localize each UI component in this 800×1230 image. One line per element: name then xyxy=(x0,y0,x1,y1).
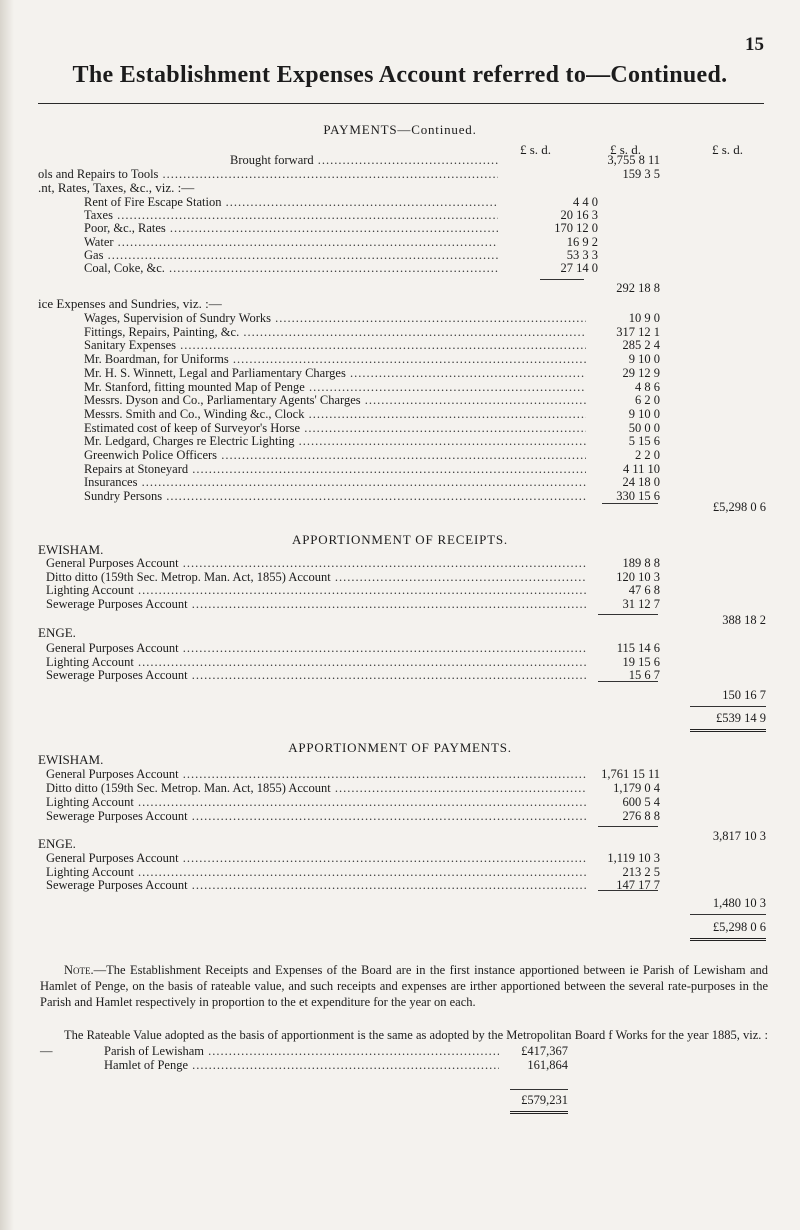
office-item-row xyxy=(0,366,800,380)
rateable-value-row xyxy=(0,1058,800,1072)
office-item-row xyxy=(0,352,800,366)
title-rule xyxy=(38,103,764,104)
receipts-penge-item-label: Lighting Account ..... xyxy=(46,655,586,669)
rateable-value-amount: 161,864 xyxy=(527,1058,568,1072)
office-item-row xyxy=(0,380,800,394)
office-item-label: Mr. Stanford, fitting mounted Map of Penge ..... xyxy=(84,380,586,394)
rent-item-row xyxy=(0,248,800,262)
office-item-amount: 6 2 0 xyxy=(635,393,660,408)
receipts-penge-item-amount: 15 6 7 xyxy=(628,668,660,682)
payments-penge-item-label: Lighting Account ..... xyxy=(46,865,586,879)
office-item-row xyxy=(0,338,800,352)
office-item-label: Messrs. Smith and Co., Winding &c., Clock ..... xyxy=(84,407,586,421)
rent-item-label: Rent of Fire Escape Station ..... xyxy=(84,195,498,209)
note-total: £579,231 xyxy=(521,1093,568,1107)
office-item-label: Mr. Ledgard, Charges re Electric Lighting ..... xyxy=(84,434,586,448)
payments-penge-item-amount: 1,119 10 3 xyxy=(607,851,660,865)
office-item-label: Fittings, Repairs, Painting, &c. ..... xyxy=(84,325,586,339)
note-double-rule xyxy=(510,1111,568,1114)
payments-penge-total: 1,480 10 3 xyxy=(712,896,766,910)
receipts-lewisham-item-row xyxy=(0,583,800,597)
receipts-heading: APPORTIONMENT OF RECEIPTS. xyxy=(292,532,508,547)
office-item-label: Mr. Boardman, for Uniforms ..... xyxy=(84,352,586,366)
office-item-row xyxy=(0,421,800,435)
rent-item-label: Taxes ..... xyxy=(84,208,498,222)
office-heading: ice Expenses and Sundries, viz. :— xyxy=(38,296,222,311)
office-item-row xyxy=(0,325,800,339)
rent-item-row xyxy=(0,208,800,222)
note-paragraph-1 xyxy=(40,962,768,1010)
rent-item-label: Poor, &c., Rates ..... xyxy=(84,221,498,235)
office-item-amount: 330 15 6 xyxy=(616,489,660,504)
payments-lewisham-heading: EWISHAM. xyxy=(38,752,104,767)
office-item-amount: 50 0 0 xyxy=(628,420,660,435)
office-item-label: Repairs at Stoneyard ..... xyxy=(84,462,586,476)
receipts-lewisham-item-label: Sewerage Purposes Account ..... xyxy=(46,597,586,611)
brought-forward-row xyxy=(0,153,800,167)
payments-lewisham-item-row xyxy=(0,767,800,781)
payments-lewisham-item-label: Sewerage Purposes Account ..... xyxy=(46,809,586,823)
payments-penge-item-amount: 147 17 7 xyxy=(616,878,660,892)
office-item-amount: 4 8 6 xyxy=(635,379,660,394)
rent-item-row xyxy=(0,235,800,249)
payments-double-rule xyxy=(690,938,766,941)
receipts-penge-item-amount: 115 14 6 xyxy=(616,641,660,655)
brought-forward-label: Brought forward ..... xyxy=(230,153,498,167)
payments-penge-item-label: General Purposes Account ..... xyxy=(46,851,586,865)
note-label: Note. xyxy=(64,963,94,977)
payments-lewisham-item-amount: 600 5 4 xyxy=(622,795,660,809)
office-item-row xyxy=(0,475,800,489)
office-item-label: Greenwich Police Officers ..... xyxy=(84,448,586,462)
office-item-amount: 10 9 0 xyxy=(628,311,660,325)
payments-lewisham-item-row xyxy=(0,795,800,809)
office-item-amount: 5 15 6 xyxy=(628,434,660,449)
office-item-amount: 317 12 1 xyxy=(616,324,660,339)
rent-item-row xyxy=(0,221,800,235)
payments-lewisham-item-row xyxy=(0,781,800,795)
office-item-amount: 29 12 9 xyxy=(622,365,660,380)
office-item-amount: 24 18 0 xyxy=(622,475,660,490)
note-total-rule xyxy=(510,1089,568,1090)
office-subtotal-rule xyxy=(602,503,658,504)
office-item-amount: 9 10 0 xyxy=(628,406,660,421)
payments-lewisham-item-label: General Purposes Account ..... xyxy=(46,767,586,781)
page-title: The Establishment Expenses Account referred to—Continued. xyxy=(72,62,728,88)
payments-penge-item-label: Sewerage Purposes Account ..... xyxy=(46,878,586,892)
payments-grand-total: £5,298 0 6 xyxy=(712,500,766,514)
receipts-lewisham-item-amount: 120 10 3 xyxy=(616,569,660,584)
payments-penge-item-row xyxy=(0,878,800,892)
office-item-label: Estimated cost of keep of Surveyor's Horse ..... xyxy=(84,421,586,435)
office-item-label: Mr. H. S. Winnett, Legal and Parliamentary Charges ..... xyxy=(84,366,586,380)
payments-penge-heading: ENGE. xyxy=(38,836,76,851)
col-head-2: £ s. d. xyxy=(610,142,642,157)
rent-total: 292 18 8 xyxy=(616,281,660,295)
rent-heading: .nt, Rates, Taxes, &c., viz. :— xyxy=(38,180,195,195)
receipts-lewisham-item-amount: 31 12 7 xyxy=(622,596,660,611)
apportionment-payments-grand-total: £5,298 0 6 xyxy=(712,920,766,934)
col-head-3: £ s. d. xyxy=(712,142,744,157)
rent-item-label: Gas ..... xyxy=(84,248,498,262)
tools-label: ols and Repairs to Tools ..... xyxy=(38,167,498,181)
receipts-total-rule xyxy=(690,706,766,707)
receipts-penge-item-row xyxy=(0,655,800,669)
payments-lewisham-total: 3,817 10 3 xyxy=(712,829,766,843)
office-item-label: Wages, Supervision of Sundry Works ..... xyxy=(84,311,586,325)
receipts-grand-total: £539 14 9 xyxy=(716,711,766,725)
office-item-amount: 9 10 0 xyxy=(628,352,660,367)
receipts-penge-item-row xyxy=(0,668,800,682)
receipts-lewisham-item-amount: 47 6 8 xyxy=(628,583,660,597)
tools-amount: 159 3 5 xyxy=(622,167,660,181)
office-item-row xyxy=(0,407,800,421)
payments-lewisham-item-amount: 276 8 8 xyxy=(622,809,660,823)
office-item-label: Messrs. Dyson and Co., Parliamentary Agents' Charges ..... xyxy=(84,393,586,407)
receipts-lewisham-heading: EWISHAM. xyxy=(38,542,104,557)
note-text-1: —The Establishment Receipts and Expenses of the Board are in the first instance apportioned between ie Parish of Lewisham and Hamlet of Penge, on the basis of rateable value, and such receipts and expenses are irther apportioned between the several rate-purposes in the Parish and Hamlet respectively in proportion to the et expenditure for the year on each. xyxy=(40,963,768,1009)
receipts-penge-item-label: Sewerage Purposes Account ..... xyxy=(46,668,586,682)
payments-penge-rule xyxy=(598,890,658,891)
receipts-lewisham-rule xyxy=(598,614,658,615)
receipts-penge-item-amount: 19 15 6 xyxy=(622,654,660,669)
office-item-row xyxy=(0,393,800,407)
payments-lewisham-item-row xyxy=(0,809,800,823)
receipts-penge-total: 150 16 7 xyxy=(722,688,766,702)
office-item-label: Insurances ..... xyxy=(84,475,586,489)
rent-item-row xyxy=(0,195,800,209)
rent-item-amount: 27 14 0 xyxy=(560,261,598,275)
office-item-label: Sanitary Expenses ..... xyxy=(84,338,586,352)
office-item-row xyxy=(0,311,800,325)
receipts-lewisham-total: 388 18 2 xyxy=(722,613,766,627)
rent-subtotal-rule xyxy=(540,279,584,280)
payments-heading: PAYMENTS—Continued. xyxy=(323,122,477,137)
payments-penge-item-row xyxy=(0,851,800,865)
office-item-amount: 4 11 10 xyxy=(622,461,660,476)
apportionment-payments-heading: APPORTIONMENT OF PAYMENTS. xyxy=(288,740,512,755)
rent-item-amount: 53 3 3 xyxy=(566,247,598,262)
receipts-lewisham-item-row xyxy=(0,597,800,611)
payments-penge-item-amount: 213 2 5 xyxy=(622,864,660,879)
receipts-penge-item-label: General Purposes Account ..... xyxy=(46,641,586,655)
rent-item-label: Coal, Coke, &c. ..... xyxy=(84,261,498,275)
office-item-row xyxy=(0,462,800,476)
office-item-amount: 285 2 4 xyxy=(622,338,660,353)
tools-row xyxy=(0,167,800,181)
receipts-lewisham-item-amount: 189 8 8 xyxy=(622,556,660,570)
receipts-lewisham-item-label: Ditto ditto (159th Sec. Metrop. Man. Act, 1855) Account ..... xyxy=(46,570,586,584)
rent-item-amount: 16 9 2 xyxy=(566,234,598,249)
rent-item-amount: 170 12 0 xyxy=(554,221,598,236)
receipts-penge-item-row xyxy=(0,641,800,655)
receipts-penge-heading: ENGE. xyxy=(38,625,76,640)
office-item-row xyxy=(0,448,800,462)
rateable-value-row xyxy=(0,1044,800,1058)
rateable-value-label: Parish of Lewisham ..... xyxy=(104,1044,499,1058)
receipts-penge-rule xyxy=(598,681,658,682)
office-item-row xyxy=(0,434,800,448)
payments-lewisham-item-amount: 1,179 0 4 xyxy=(613,781,660,795)
receipts-lewisham-item-row xyxy=(0,556,800,570)
col-head-1: £ s. d. xyxy=(520,142,552,157)
receipts-lewisham-item-label: General Purposes Account ..... xyxy=(46,556,586,570)
receipts-lewisham-item-row xyxy=(0,570,800,584)
payments-lewisham-item-label: Lighting Account ..... xyxy=(46,795,586,809)
note-paragraph-2: The Rateable Value adopted as the basis of apportionment is the same as adopted by the Metropolitan Board f Works for the year 1885, viz. :— xyxy=(40,1028,768,1058)
payments-lewisham-item-amount: 1,761 15 11 xyxy=(601,767,660,781)
payments-lewisham-item-label: Ditto ditto (159th Sec. Metrop. Man. Act, 1855) Account ..... xyxy=(46,781,586,795)
page-number: 15 xyxy=(745,34,764,55)
receipts-lewisham-item-label: Lighting Account ..... xyxy=(46,583,586,597)
payments-total-rule xyxy=(690,914,766,915)
rent-item-label: Water ..... xyxy=(84,235,498,249)
brought-forward-amount: 3,755 8 11 xyxy=(607,153,660,167)
office-item-label: Sundry Persons ..... xyxy=(84,489,586,503)
rent-item-amount: 20 16 3 xyxy=(560,208,598,223)
rent-item-row xyxy=(0,261,800,275)
office-item-amount: 2 2 0 xyxy=(635,448,660,462)
receipts-double-rule xyxy=(690,729,766,732)
rent-item-amount: 4 4 0 xyxy=(573,195,598,209)
rateable-value-label: Hamlet of Penge ..... xyxy=(104,1058,499,1072)
rateable-value-amount: £417,367 xyxy=(521,1044,568,1058)
payments-lewisham-rule xyxy=(598,826,658,827)
payments-penge-item-row xyxy=(0,865,800,879)
